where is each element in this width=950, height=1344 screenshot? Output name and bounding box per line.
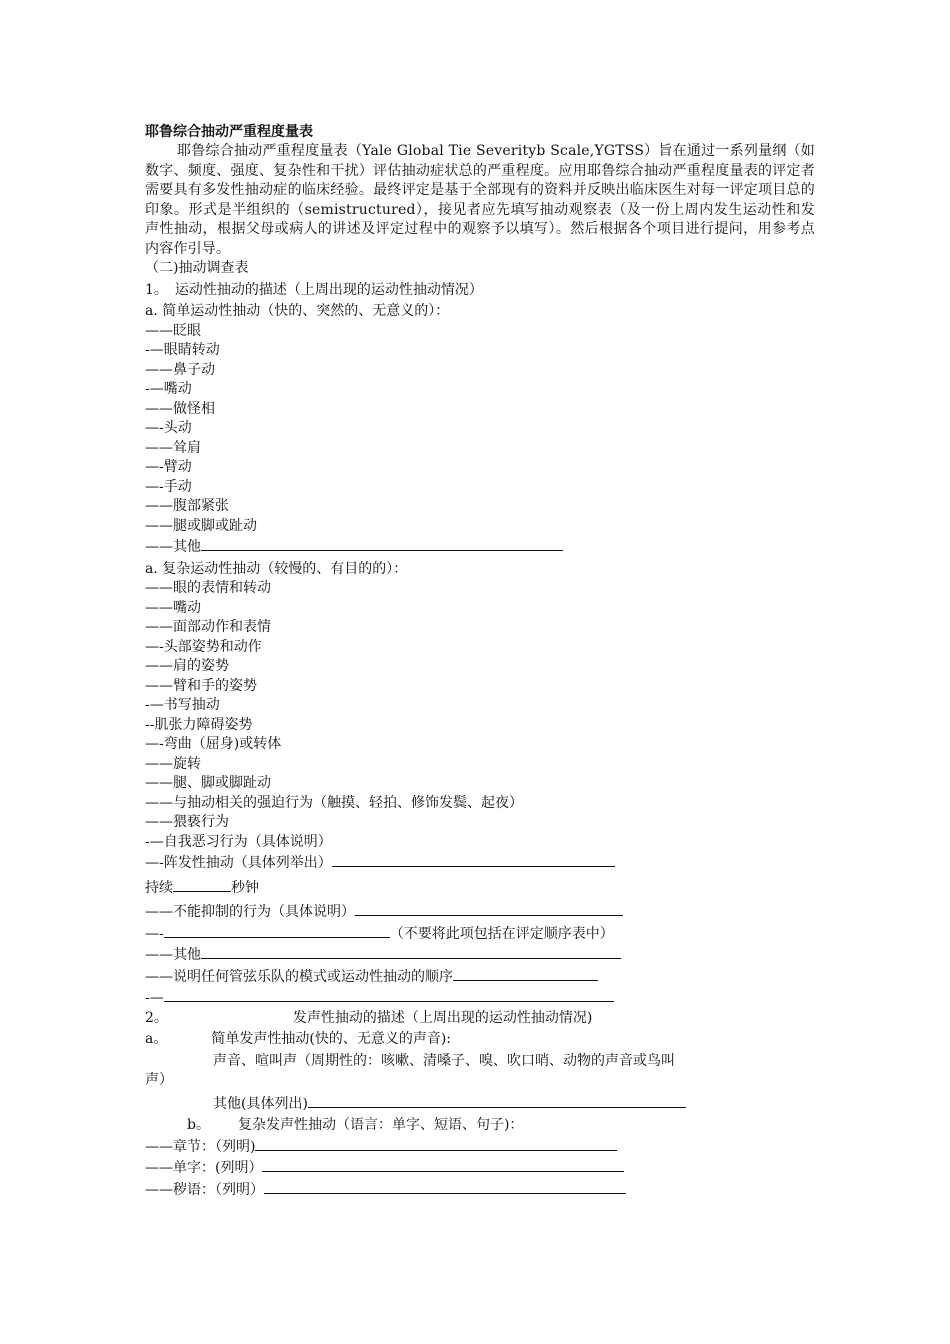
complex-motor-list	[145, 579, 815, 852]
complex-vocal-heading	[145, 1116, 815, 1136]
vocal-item-words	[145, 1157, 815, 1179]
simple-motor-item: ——耸肩	[145, 439, 201, 456]
simple-motor-heading: a. 简单运动性抽动（快的、突然的、无意义的）：	[145, 303, 450, 319]
complex-motor-heading: a. 复杂运动性抽动（较慢的、有目的的）：	[145, 560, 408, 577]
vocal-item-blank[interactable]	[264, 1179, 626, 1194]
vocal-item-coprolalia	[145, 1179, 815, 1201]
vocal-sounds-line1: 声音、喧叫声（周期性的：咳嗽、清嗓子、嗅、吹口哨、动物的声音或鸟叫	[213, 1052, 675, 1069]
vocal-item-label: ——单字：(列明）	[145, 1160, 263, 1176]
duration-prefix: 持续	[145, 879, 173, 896]
vocal-item-label: ——秽语：（列明）	[145, 1181, 264, 1198]
motor-tics-heading: 1。 运动性抽动的描述（上周出现的运动性抽动情况）	[145, 281, 483, 298]
complex-motor-item: ——旋转	[145, 755, 201, 772]
paroxysmal-blank[interactable]	[332, 852, 615, 867]
vocal-sounds-line2: 声）	[145, 1072, 173, 1088]
duration-blank[interactable]	[173, 877, 231, 892]
vocal-tics-heading	[145, 1009, 815, 1029]
last-dash-line	[145, 987, 815, 1009]
complex-motor-item: ——腿、脚或脚趾动	[145, 775, 271, 791]
simple-vocal-label: a。	[145, 1031, 168, 1047]
paroxysmal-line	[145, 852, 815, 874]
simple-other-blank[interactable]	[201, 536, 563, 551]
paroxysmal-label: —-阵发性抽动（具体列举出）	[145, 855, 332, 871]
complex-motor-item: ——面部动作和表情	[145, 619, 271, 635]
complex-motor-item: ——眼的表情和转动	[145, 580, 271, 596]
uncontrolled-blank[interactable]	[355, 901, 623, 916]
duration-suffix: 秒钟	[231, 879, 259, 896]
complex-motor-item: -—自我恶习行为（具体说明）	[145, 833, 332, 850]
document-title: 耶鲁综合抽动严重程度量表	[145, 124, 313, 140]
orchestration-line	[145, 966, 815, 988]
simple-motor-item: ——腿或脚或趾动	[145, 517, 257, 534]
vocal-heading-num: 2。	[145, 1009, 168, 1026]
simple-motor-item: —-手动	[145, 478, 192, 495]
motor-other-blank[interactable]	[201, 944, 621, 959]
last-dash: -—	[145, 990, 164, 1006]
simple-motor-item: -—眼睛转动	[145, 342, 220, 358]
complex-vocal-label: b。	[187, 1117, 210, 1133]
simple-motor-item: —-头动	[145, 420, 192, 436]
complex-motor-item: --肌张力障碍姿势	[145, 716, 253, 733]
simple-motor-item: -—嘴动	[145, 381, 192, 397]
simple-vocal-heading	[145, 1030, 815, 1050]
orchestration-label: ——说明任何管弦乐队的模式或运动性抽动的顺序	[145, 968, 453, 985]
intro-paragraph: 耶鲁综合抽动严重程度量表（Yale Global Tie Severityb Scale,YGTSS）旨在通过一系列量纲（如数字、频度、强度、复杂性和干扰）评估抽动症状总的严重程度。应用耶鲁综合抽动严重程度量表的评定者需要具有多发性抽动症的临床经验。最终评定是基于全部现有的资料并反映出临床医生对每一评定项目总的印象。形式是半组织的（semistructured），接见者应先填写抽动观察表（及一份上周内发生运动性和发声性抽动，根据父母或病人的讲述及评定过程中的观察予以填写）。然后根据各个项目进行提问，用参考点内容作引导。	[145, 143, 815, 257]
simple-motor-list	[145, 322, 815, 537]
document-page	[145, 122, 815, 1200]
uncontrolled-label: ——不能抑制的行为（具体说明）	[145, 904, 355, 920]
vocal-item-blank[interactable]	[255, 1136, 617, 1151]
motor-other-label: ——其他	[145, 947, 201, 963]
duration-line	[145, 877, 815, 899]
simple-motor-other	[145, 536, 815, 558]
complex-motor-item: ——肩的姿势	[145, 658, 229, 674]
vocal-item-blank[interactable]	[262, 1157, 624, 1172]
simple-vocal-text: 简单发声性抽动(快的、无意义的声音):	[211, 1031, 451, 1047]
vocal-other-line	[145, 1093, 815, 1115]
exclude-line	[145, 923, 815, 945]
orchestration-blank[interactable]	[453, 966, 598, 981]
survey-heading: （二)抽动调查表	[145, 260, 249, 276]
vocal-heading-text: 发声性抽动的描述（上周出现的运动性抽动情况)	[292, 1009, 593, 1026]
simple-motor-item: ——眨眼	[145, 322, 201, 339]
complex-motor-item: —-弯曲（屈身)或转体	[145, 736, 282, 752]
simple-other-label: ——其他	[145, 539, 201, 555]
complex-motor-item: ——嘴动	[145, 599, 201, 616]
exclude-note: （不要将此项包括在评定顺序表中）	[389, 925, 614, 942]
exclude-dash: —-	[145, 925, 164, 942]
complex-motor-item: ——臂和手的姿势	[145, 677, 257, 694]
complex-motor-item: —-头部姿势和动作	[145, 638, 262, 655]
last-dash-blank[interactable]	[164, 987, 614, 1002]
complex-vocal-text: 复杂发声性抽动（语言：单字、短语、句子)：	[237, 1117, 524, 1133]
uncontrolled-line	[145, 901, 815, 923]
exclude-blank[interactable]	[164, 923, 390, 938]
complex-motor-item: ——猥亵行为	[145, 814, 229, 830]
vocal-other-label: 其他(具体列出)	[213, 1095, 308, 1112]
simple-motor-item: ——做怪相	[145, 400, 215, 417]
complex-motor-item: -—书写抽动	[145, 697, 220, 713]
motor-other-line	[145, 944, 815, 966]
vocal-other-blank[interactable]	[308, 1093, 686, 1108]
vocal-item-phrases	[145, 1136, 815, 1158]
simple-motor-item: —-臂动	[145, 459, 192, 475]
simple-motor-item: ——鼻子动	[145, 361, 215, 378]
simple-motor-item: ——腹部紧张	[145, 498, 229, 514]
vocal-item-label: ——章节：（列明)	[145, 1138, 256, 1155]
complex-motor-item: ——与抽动相关的强迫行为（触摸、轻拍、修饰发鬓、起夜）	[145, 794, 523, 811]
